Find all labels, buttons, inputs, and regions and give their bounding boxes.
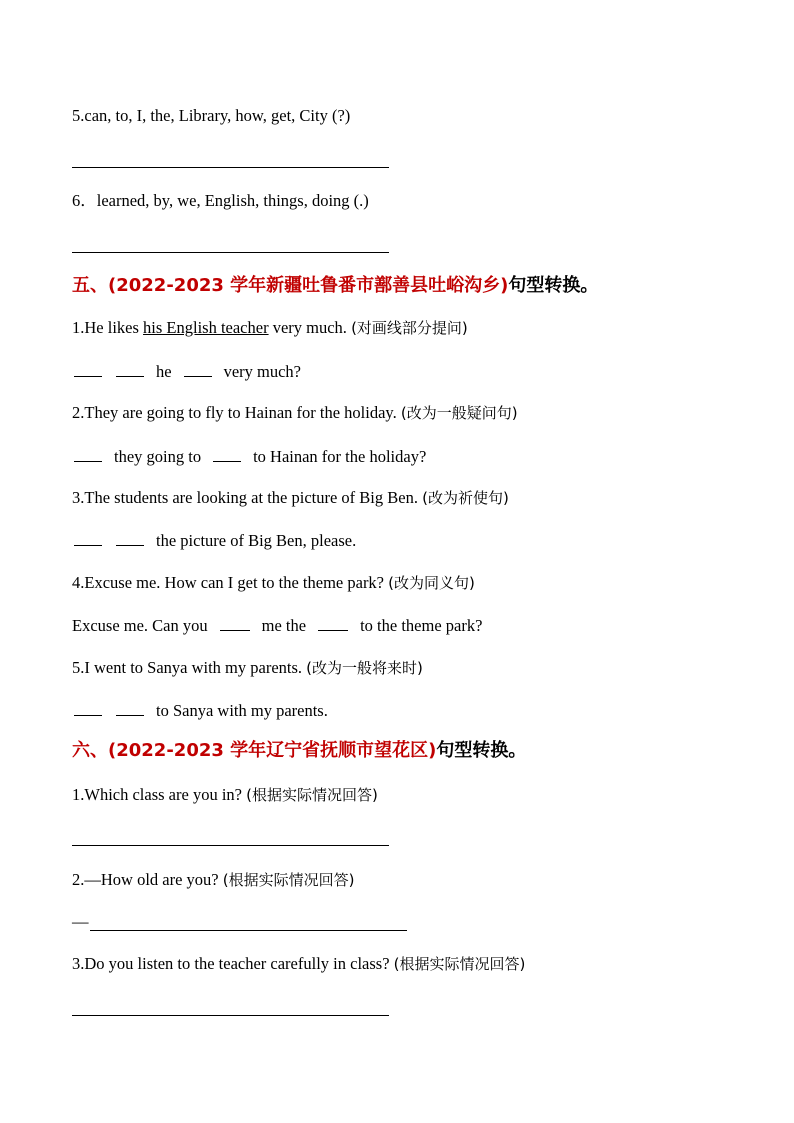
q-text: 2.They are going to fly to Hainan for the holiday.: [72, 403, 401, 422]
s5-question-4: [72, 573, 475, 593]
section-6-title: 句型转换。: [436, 740, 527, 761]
blank[interactable]: [74, 446, 102, 462]
s5-question-1: [72, 318, 468, 338]
s5-question-3: [72, 488, 509, 508]
a-text: he: [156, 362, 172, 381]
answer-line[interactable]: [72, 845, 389, 846]
blank[interactable]: [220, 615, 250, 631]
q-text: 2.—How old are you?: [72, 870, 223, 889]
section-5-source: (2022-2023 学年新疆吐鲁番市鄯善县吐峪沟乡): [108, 275, 509, 296]
instruction-note: (根据实际情况回答): [393, 955, 526, 973]
question-5-reorder: 5.can, to, I, the, Library, how, get, City (?): [72, 106, 351, 125]
s6-answer-2: [72, 912, 89, 932]
a-text: to Hainan for the holiday?: [253, 447, 427, 466]
s5-answer-1: [72, 361, 301, 382]
answer-line[interactable]: [72, 1015, 389, 1016]
answer-line: [72, 167, 389, 168]
instruction-note: (根据实际情况回答): [222, 871, 355, 889]
section-5-title: 句型转换。: [508, 275, 599, 296]
section-5-number: 五、: [72, 275, 108, 296]
q-text: 5.I went to Sanya with my parents.: [72, 658, 307, 677]
blank[interactable]: [318, 615, 348, 631]
q-text: very much.: [268, 318, 352, 337]
blank[interactable]: [116, 530, 144, 546]
instruction-note: (改为一般将来时): [306, 659, 423, 677]
s5-question-2: [72, 403, 518, 423]
a-text: the picture of Big Ben, please.: [156, 531, 357, 550]
dash-prefix: —: [72, 912, 89, 931]
instruction-note: (改为一般疑问句): [400, 404, 518, 422]
section-5-heading: [72, 275, 598, 297]
a-text: Excuse me. Can you: [72, 616, 208, 635]
a-text: me the: [261, 616, 307, 635]
blank[interactable]: [116, 361, 144, 377]
blank[interactable]: [74, 361, 102, 377]
section-6-heading: [72, 740, 526, 762]
s5-answer-4: [72, 615, 482, 636]
blank[interactable]: [74, 530, 102, 546]
instruction-note: (改为祈使句): [422, 489, 509, 507]
s6-question-3: [72, 954, 525, 974]
instruction-note: (根据实际情况回答): [246, 786, 378, 804]
s5-answer-2: [72, 446, 426, 467]
s6-question-2: [72, 870, 354, 890]
underlined-phrase: his English teacher: [143, 318, 269, 337]
s5-question-5: [72, 658, 423, 678]
question-6-reorder: 6．learned, by, we, English, things, doing (.): [72, 191, 369, 210]
answer-line: [72, 252, 389, 253]
blank[interactable]: [213, 446, 241, 462]
s6-question-1: [72, 785, 378, 805]
instruction-note: (对画线部分提问): [351, 319, 468, 337]
section-6-source: (2022-2023 学年辽宁省抚顺市望花区): [108, 740, 437, 761]
section-6-number: 六、: [72, 740, 108, 761]
q-text: 1.He likes: [72, 318, 144, 337]
a-text: to the theme park?: [360, 616, 483, 635]
q-text: 3.The students are looking at the picture of Big Ben.: [72, 488, 423, 507]
blank[interactable]: [184, 361, 212, 377]
q-text: 3.Do you listen to the teacher carefully in class?: [72, 954, 394, 973]
blank[interactable]: [74, 700, 102, 716]
a-text: they going to: [114, 447, 202, 466]
a-text: to Sanya with my parents.: [156, 701, 328, 720]
q-text: 1.Which class are you in?: [72, 785, 247, 804]
answer-line[interactable]: [90, 930, 407, 931]
a-text: very much?: [223, 362, 302, 381]
s5-answer-5: [72, 700, 328, 721]
blank[interactable]: [116, 700, 144, 716]
instruction-note: (改为同义句): [388, 574, 475, 592]
q-text: 4.Excuse me. How can I get to the theme park?: [72, 573, 389, 592]
s5-answer-3: [72, 530, 356, 551]
